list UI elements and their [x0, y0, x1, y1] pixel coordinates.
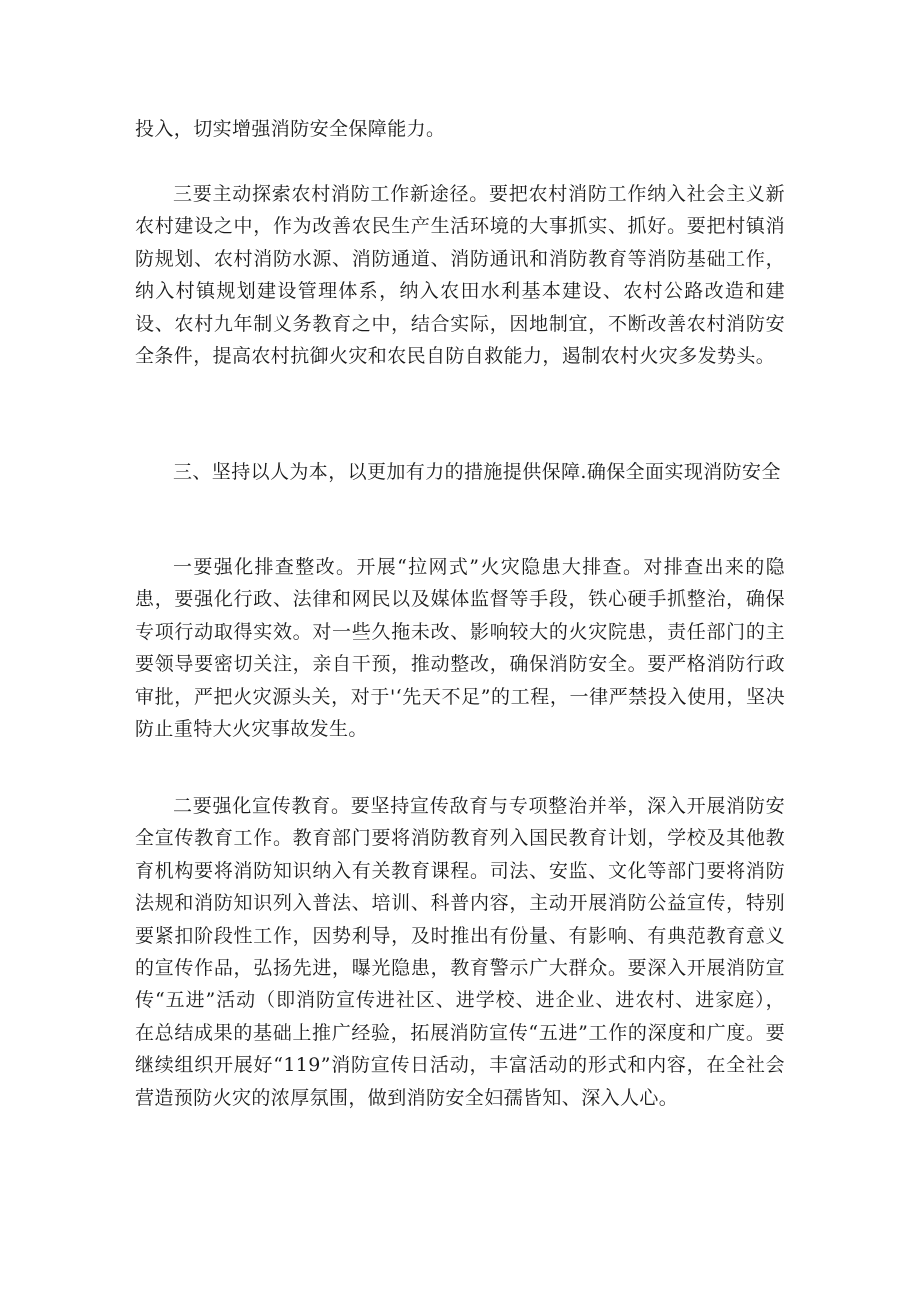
- paragraph-continuation: 投入，切实增强消防安全保障能力。: [135, 118, 446, 140]
- paragraph-publicity-education: 二要强化宣传教育。要坚持宣传敌育与专项整治并举，深入开展消防安全宣传教育工作。教育部门要将消防教育列入国民教育计划，学校及其他教育机构要将消防知识纳入有关教育课程。司法、安监、文化等部门要将消防法规和消防知识列入普法、培训、科普内容，主动开展消防公益宣传，特别要紧扣阶段性工作，因势利导，及时推出有份量、有影响、有典范教育意义的宣传作品，弘扬先进，曝光隐患，教育警示广大群众。要深入开展消防宣传“五进”活动（即消防宣传进社区、进学校、进企业、进农村、进家庭），在总结成果的基础上推广经验，拓展消防宣传“五进”工作的深度和广度。要继续组织开展好“119”消防宣传日活动，丰富活动的形式和内容，在全社会营造预防火灾的浓厚氛围，做到消防安全妇孺皆知、深入人心。: [135, 795, 785, 1109]
- section-heading-three: 三、坚持以人为本，以更加有力的措施提供保障.确保全面实现消防安全: [173, 461, 781, 483]
- paragraph-inspection-rectification: 一要强化排查整改。开展“拉网式”火灾隐患大排查。对排查出来的隐患，要强化行政、法律和网民以及媒体监督等手段，铁心硬手抓整治，确保专项行动取得实效。对一些久拖未改、影响较大的火灾院患，责任部门的主要领导要密切关注，亲自干预，推动整改，确保消防安全。要严格消防行政审批，严把火灾源头关，对于'‘先天不足”的工程，一律严禁投入使用，坚决防止重特大火灾事故发生。: [135, 556, 785, 741]
- paragraph-rural-fire-work: 三要主动探索农村消防工作新途径。要把农村消防工作纳入社会主义新农村建设之中，作为改善农民生产生活环境的大事抓实、抓好。要把村镇消防规划、农村消防水源、消防通道、消防通讯和消防教育等消防基础工作，纳入村镇规划建设管理体系，纳入农田水利基本建设、农村公路改造和建设、农村九年制义务教育之中，结合实际，因地制宜，不断改善农村消防安全条件，提高农村抗御火灾和农民自防自救能力，遏制农村火灾多发势头。: [135, 183, 785, 368]
